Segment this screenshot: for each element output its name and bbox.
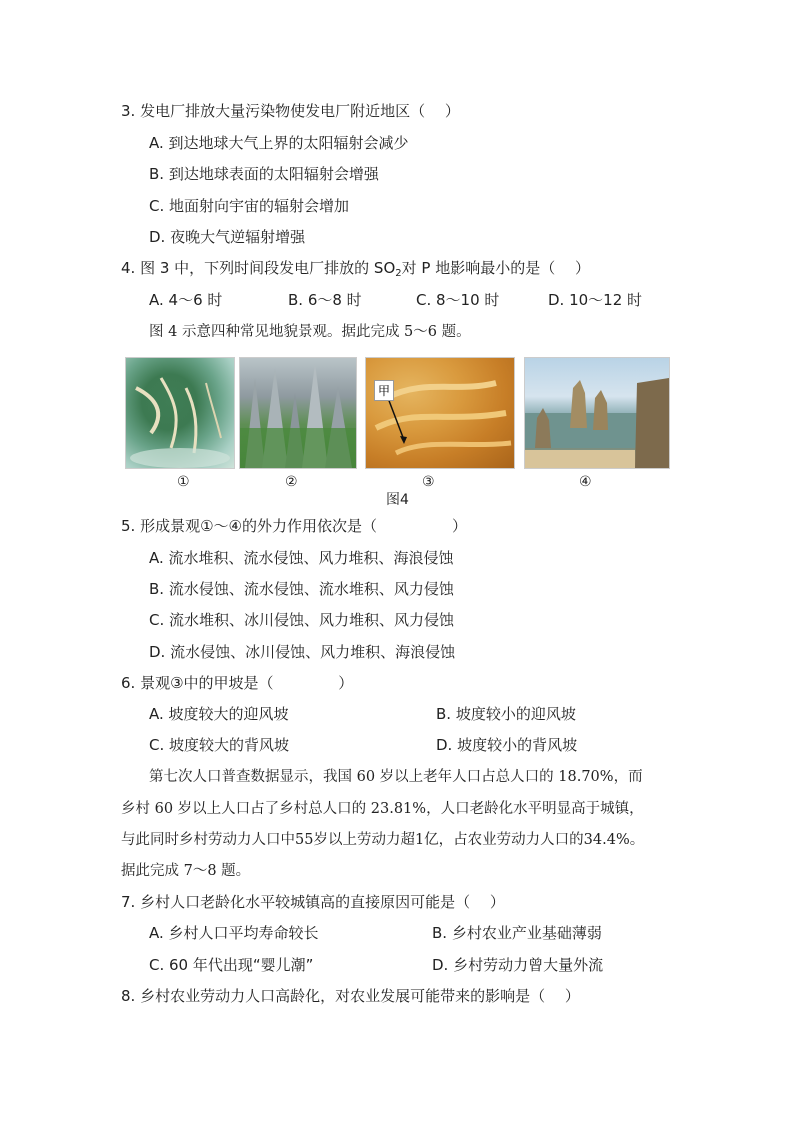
- census-line-4: 据此完成 7～8 题。: [121, 863, 251, 879]
- q7-option-b: B. 乡村农业产业基础薄弱: [432, 924, 602, 942]
- q6-option-b: B. 坡度较小的迎风坡: [436, 705, 576, 723]
- fig4-intro: 图 4 示意四种常见地貌景观。据此完成 5～6 题。: [149, 324, 471, 340]
- q4-option-b: B. 6～8 时: [288, 291, 362, 309]
- q3-option-c: C. 地面射向宇宙的辐射会增加: [149, 197, 350, 215]
- fig4-label-1: ①: [177, 474, 190, 490]
- dune-slope-label-jia: 甲: [374, 380, 394, 401]
- q6-option-c: C. 坡度较大的背风坡: [149, 736, 290, 754]
- q8-stem: 8. 乡村农业劳动力人口高龄化，对农业发展可能带来的影响是（ ）: [121, 987, 580, 1005]
- q4-stem-sub: 2: [395, 268, 402, 279]
- q3-option-b: B. 到达地球表面的太阳辐射会增强: [149, 165, 379, 183]
- q4-option-a: A. 4～6 时: [149, 291, 223, 309]
- q4-stem-pre: 4. 图 3 中，下列时间段发电厂排放的 SO: [121, 259, 396, 277]
- q3-option-d: D. 夜晚大气逆辐射增强: [149, 228, 306, 246]
- census-line-3: 与此同时乡村劳动力人口中55岁以上劳动力超1亿，占农业劳动力人口的34.4%。: [121, 832, 645, 848]
- q6-option-a: A. 坡度较大的迎风坡: [149, 705, 289, 723]
- q7-stem: 7. 乡村人口老龄化水平较城镇高的直接原因可能是（ ）: [121, 893, 505, 911]
- fig4-label-3: ③: [422, 474, 435, 490]
- q4-option-c: C. 8～10 时: [416, 291, 500, 309]
- q6-stem: 6. 景观③中的甲坡是（ ）: [121, 674, 354, 692]
- q7-option-c: C. 60 年代出现“婴儿潮”: [149, 956, 314, 974]
- q3-option-a: A. 到达地球大气上界的太阳辐射会减少: [149, 134, 409, 152]
- q5-option-a: A. 流水堆积、流水侵蚀、风力堆积、海浪侵蚀: [149, 549, 454, 567]
- census-line-2: 乡村 60 岁以上人口占了乡村总人口的 23.81%，人口老龄化水平明显高于城镇，: [121, 801, 644, 817]
- q5-option-d: D. 流水侵蚀、冰川侵蚀、风力堆积、海浪侵蚀: [149, 643, 456, 661]
- landform-photo-delta: [125, 357, 235, 469]
- q5-option-b: B. 流水侵蚀、流水侵蚀、流水堆积、风力侵蚀: [149, 580, 454, 598]
- q4-stem-post: 对 P 地影响最小的是（ ）: [401, 259, 590, 277]
- fig4-label-2: ②: [285, 474, 298, 490]
- landform-photo-karst: [239, 357, 357, 469]
- landform-photo-sea-stacks: [524, 357, 670, 469]
- q3-stem: 3. 发电厂排放大量污染物使发电厂附近地区（ ）: [121, 102, 460, 120]
- q4-stem: [121, 258, 590, 284]
- q5-option-c: C. 流水堆积、冰川侵蚀、风力堆积、风力侵蚀: [149, 611, 455, 629]
- fig4-caption: 图4: [386, 492, 409, 508]
- q4-option-d: D. 10～12 时: [548, 291, 643, 309]
- q7-option-a: A. 乡村人口平均寿命较长: [149, 924, 319, 942]
- q7-option-d: D. 乡村劳动力曾大量外流: [432, 956, 604, 974]
- q5-stem: 5. 形成景观①～④的外力作用依次是（ ）: [121, 517, 467, 535]
- q6-option-d: D. 坡度较小的背风坡: [436, 736, 578, 754]
- fig4-label-4: ④: [579, 474, 592, 490]
- census-line-1: 第七次人口普查数据显示，我国 60 岁以上老年人口占总人口的 18.70%，而: [149, 769, 643, 785]
- landform-photo-dunes: [365, 357, 515, 469]
